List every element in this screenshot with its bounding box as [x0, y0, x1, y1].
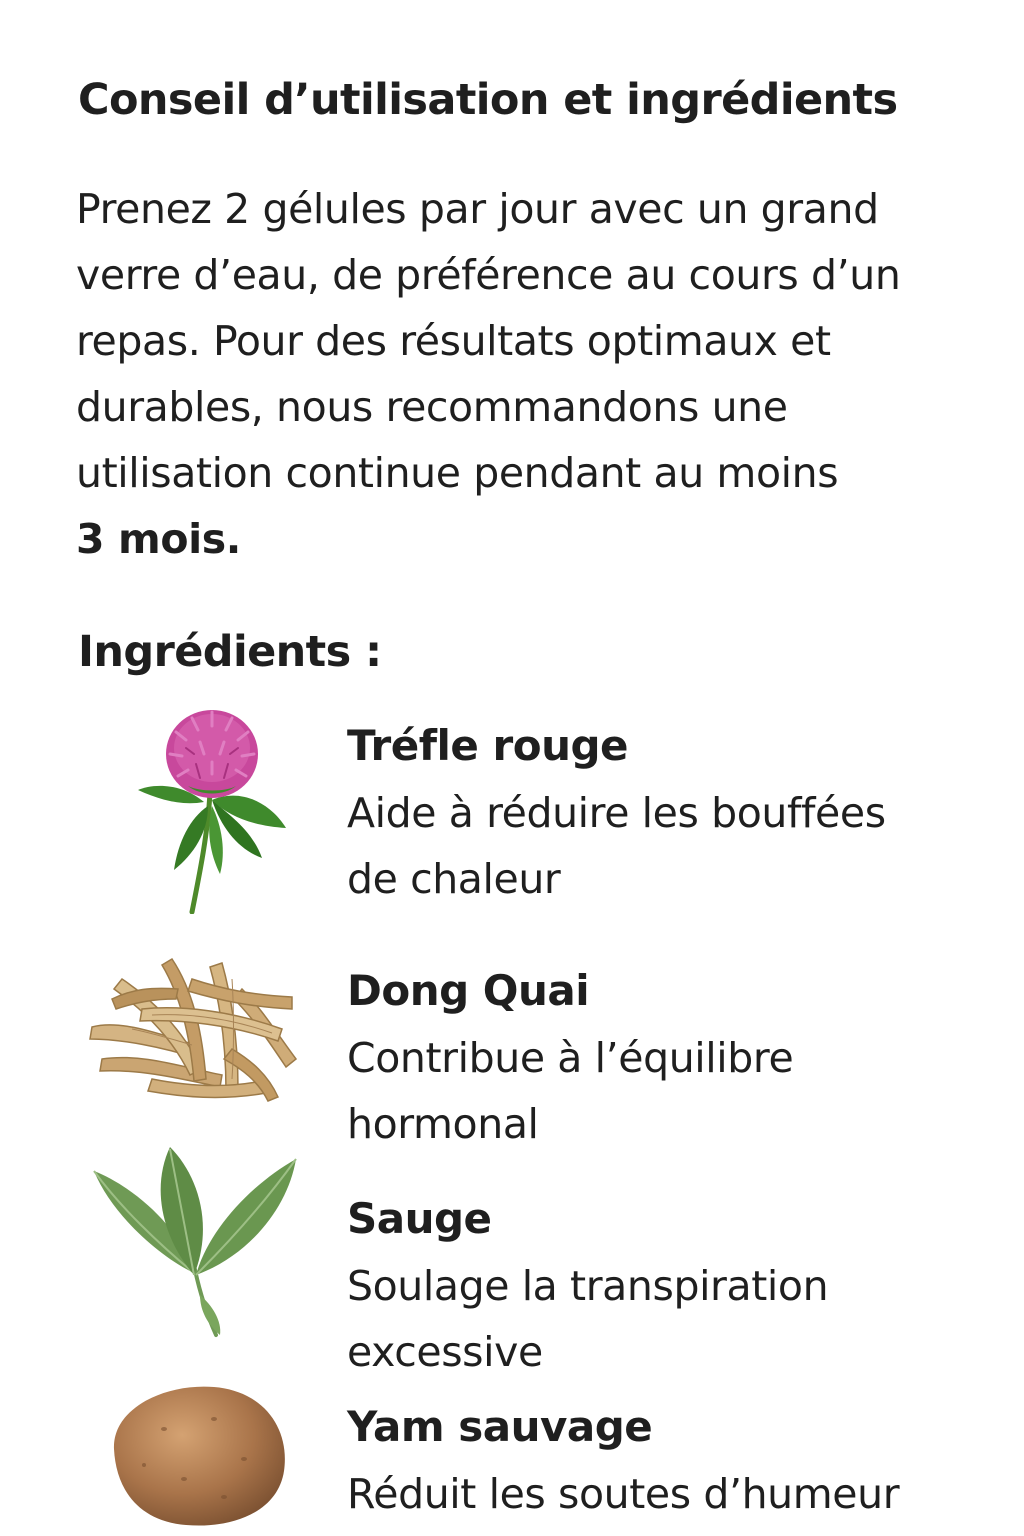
ingredients-heading: Ingrédients : — [78, 627, 382, 677]
ingredient-description — [347, 1461, 987, 1527]
ingredient-name: Sauge — [347, 1194, 492, 1243]
usage-line: utilisation continue pendant au moins — [76, 449, 839, 497]
ingredient-description-line: Soulage la transpiration — [347, 1262, 829, 1310]
sage-leaves-image — [90, 1145, 300, 1341]
ingredient-description-line: hormonal — [347, 1100, 539, 1148]
usage-line: durables, nous recommandons une — [76, 383, 788, 431]
ingredient-name: Tréfle rouge — [347, 721, 629, 770]
usage-line: verre d’eau, de préférence au cours d’un — [76, 251, 901, 299]
ingredient-item-red-clover — [0, 700, 1024, 930]
usage-duration-emphasis: 3 mois. — [76, 515, 241, 563]
usage-line: repas. Pour des résultats optimaux et — [76, 317, 831, 365]
page-title: Conseil d’utilisation et ingrédients — [78, 75, 898, 125]
usage-instructions — [76, 176, 976, 572]
ingredient-name: Yam sauvage — [347, 1402, 653, 1451]
ingredient-description-line: Contribue à l’équilibre — [347, 1034, 794, 1082]
usage-line: Prenez 2 gélules par jour avec un grand — [76, 185, 879, 233]
ingredient-description-line: de chaleur — [347, 855, 561, 903]
ingredient-item-dong-quai — [0, 945, 1024, 1148]
ingredient-description-line: Aide à réduire les bouffées — [347, 789, 886, 837]
ingredient-item-wild-yam — [0, 1375, 1024, 1536]
ingredient-description-line: Réduit les soutes d’humeur — [347, 1470, 900, 1518]
dong-quai-root-image — [82, 949, 308, 1109]
ingredient-description — [347, 1025, 987, 1157]
red-clover-image — [130, 702, 300, 914]
ingredient-item-sage — [0, 1145, 1024, 1375]
ingredient-name: Dong Quai — [347, 966, 590, 1015]
wild-yam-image — [94, 1379, 294, 1529]
ingredient-description — [347, 780, 987, 912]
ingredient-description — [347, 1253, 987, 1385]
ingredient-description-line: excessive — [347, 1328, 543, 1376]
